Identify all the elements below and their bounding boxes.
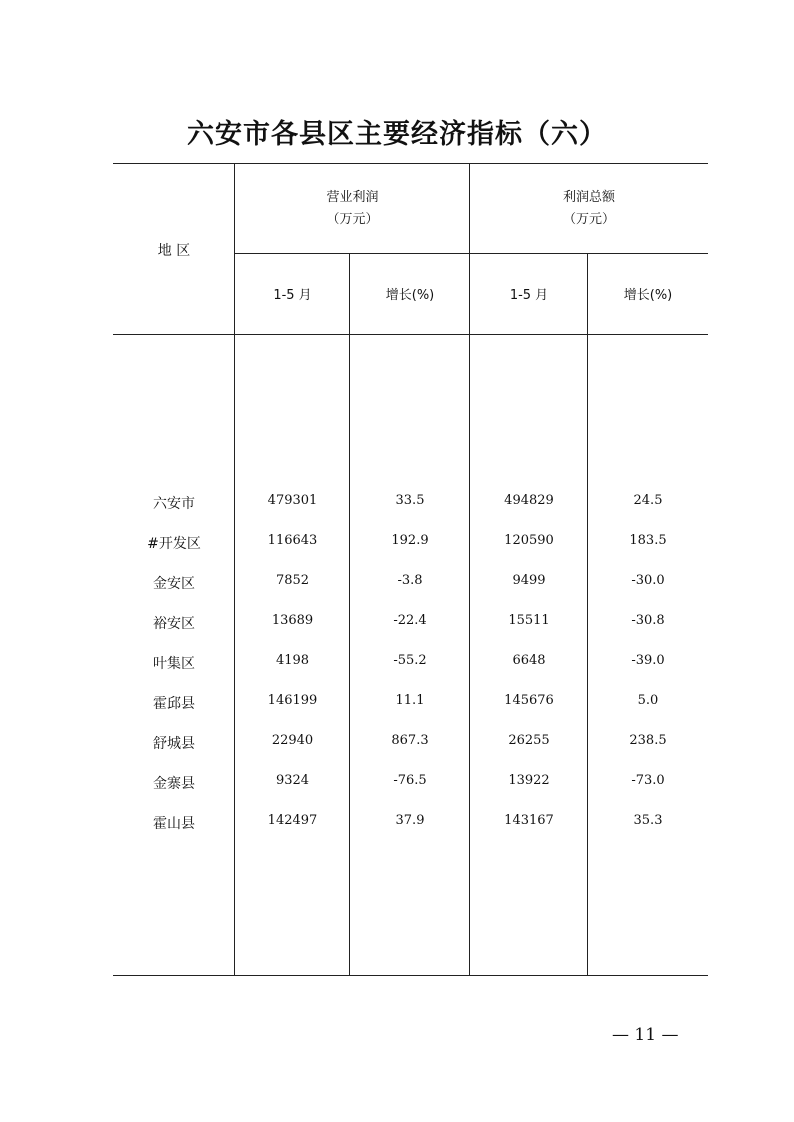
group-label: 营业利润 bbox=[326, 190, 379, 205]
row-value-g2: -30.8 bbox=[631, 613, 665, 628]
row-value-g1: 33.5 bbox=[395, 493, 425, 508]
row-region-label: 裕安区 bbox=[153, 616, 195, 632]
row-value-v1: 9324 bbox=[275, 773, 310, 788]
header-bottom-rule bbox=[113, 334, 708, 335]
row-value-g1: -76.5 bbox=[393, 773, 427, 788]
row-value-v1: 7852 bbox=[275, 573, 310, 588]
row-value-g1: -3.8 bbox=[397, 573, 423, 588]
group-unit: （万元） bbox=[326, 212, 379, 227]
table-top-rule bbox=[113, 163, 708, 164]
row-value-v2: 9499 bbox=[512, 573, 546, 588]
row-value-v2: 15511 bbox=[508, 613, 550, 628]
row-value-v2: 145676 bbox=[504, 693, 554, 708]
row-value-g2: -30.0 bbox=[631, 573, 665, 588]
row-region-label: 金寨县 bbox=[153, 776, 195, 792]
region-header: 地 区 bbox=[157, 243, 191, 259]
row-value-v2: 6648 bbox=[512, 653, 546, 668]
row-value-v1: 146199 bbox=[267, 693, 318, 708]
row-value-g2: -73.0 bbox=[631, 773, 665, 788]
group-header-total-profit bbox=[470, 187, 708, 231]
page-number: — 11 — bbox=[612, 1025, 679, 1045]
subheader-tp-ytd: 1-5 月 bbox=[509, 288, 549, 303]
row-value-g1: 867.3 bbox=[391, 733, 429, 748]
row-value-v2: 494829 bbox=[504, 493, 554, 508]
row-region-label: 舒城县 bbox=[153, 736, 195, 752]
group-label: 利润总额 bbox=[562, 190, 615, 205]
group-header-operating-profit bbox=[235, 187, 470, 231]
row-region-label: 金安区 bbox=[153, 576, 195, 592]
row-value-v2: 143167 bbox=[504, 813, 554, 828]
row-value-g2: -39.0 bbox=[631, 653, 665, 668]
group-unit: （万元） bbox=[562, 212, 615, 227]
row-value-g2: 183.5 bbox=[629, 533, 667, 548]
row-value-v1: 13689 bbox=[271, 613, 314, 628]
subheader-op-ytd: 1-5 月 bbox=[273, 288, 312, 303]
row-value-v1: 479301 bbox=[267, 493, 318, 508]
row-region-label: 霍山县 bbox=[153, 816, 195, 832]
row-value-g2: 24.5 bbox=[633, 493, 663, 508]
row-value-v2: 13922 bbox=[508, 773, 550, 788]
row-value-v1: 116643 bbox=[267, 533, 318, 548]
row-region-label: 霍邱县 bbox=[153, 696, 195, 712]
row-value-v2: 120590 bbox=[504, 533, 554, 548]
row-value-v1: 142497 bbox=[267, 813, 318, 828]
row-value-g2: 35.3 bbox=[633, 813, 663, 828]
row-region-label: 叶集区 bbox=[153, 656, 195, 672]
subheader-tp-growth: 增长(%) bbox=[623, 288, 673, 303]
subheader-op-growth: 增长(%) bbox=[385, 288, 435, 303]
row-region-label: #开发区 bbox=[147, 536, 201, 552]
row-value-g1: 192.9 bbox=[391, 533, 429, 548]
row-value-g2: 238.5 bbox=[629, 733, 667, 748]
row-value-v1: 4198 bbox=[275, 653, 310, 668]
page-title: 六安市各县区主要经济指标（六） bbox=[187, 119, 607, 150]
row-value-g1: -22.4 bbox=[393, 613, 427, 628]
row-value-v1: 22940 bbox=[271, 733, 314, 748]
row-value-g1: 37.9 bbox=[395, 813, 425, 828]
row-value-g1: 11.1 bbox=[395, 693, 425, 708]
header-group-rule bbox=[235, 253, 708, 254]
table-bottom-rule bbox=[113, 975, 708, 976]
row-value-g2: 5.0 bbox=[637, 693, 659, 708]
economic-indicators-table bbox=[113, 163, 708, 976]
row-value-v2: 26255 bbox=[508, 733, 550, 748]
row-region-label: 六安市 bbox=[153, 496, 195, 512]
row-value-g1: -55.2 bbox=[393, 653, 427, 668]
